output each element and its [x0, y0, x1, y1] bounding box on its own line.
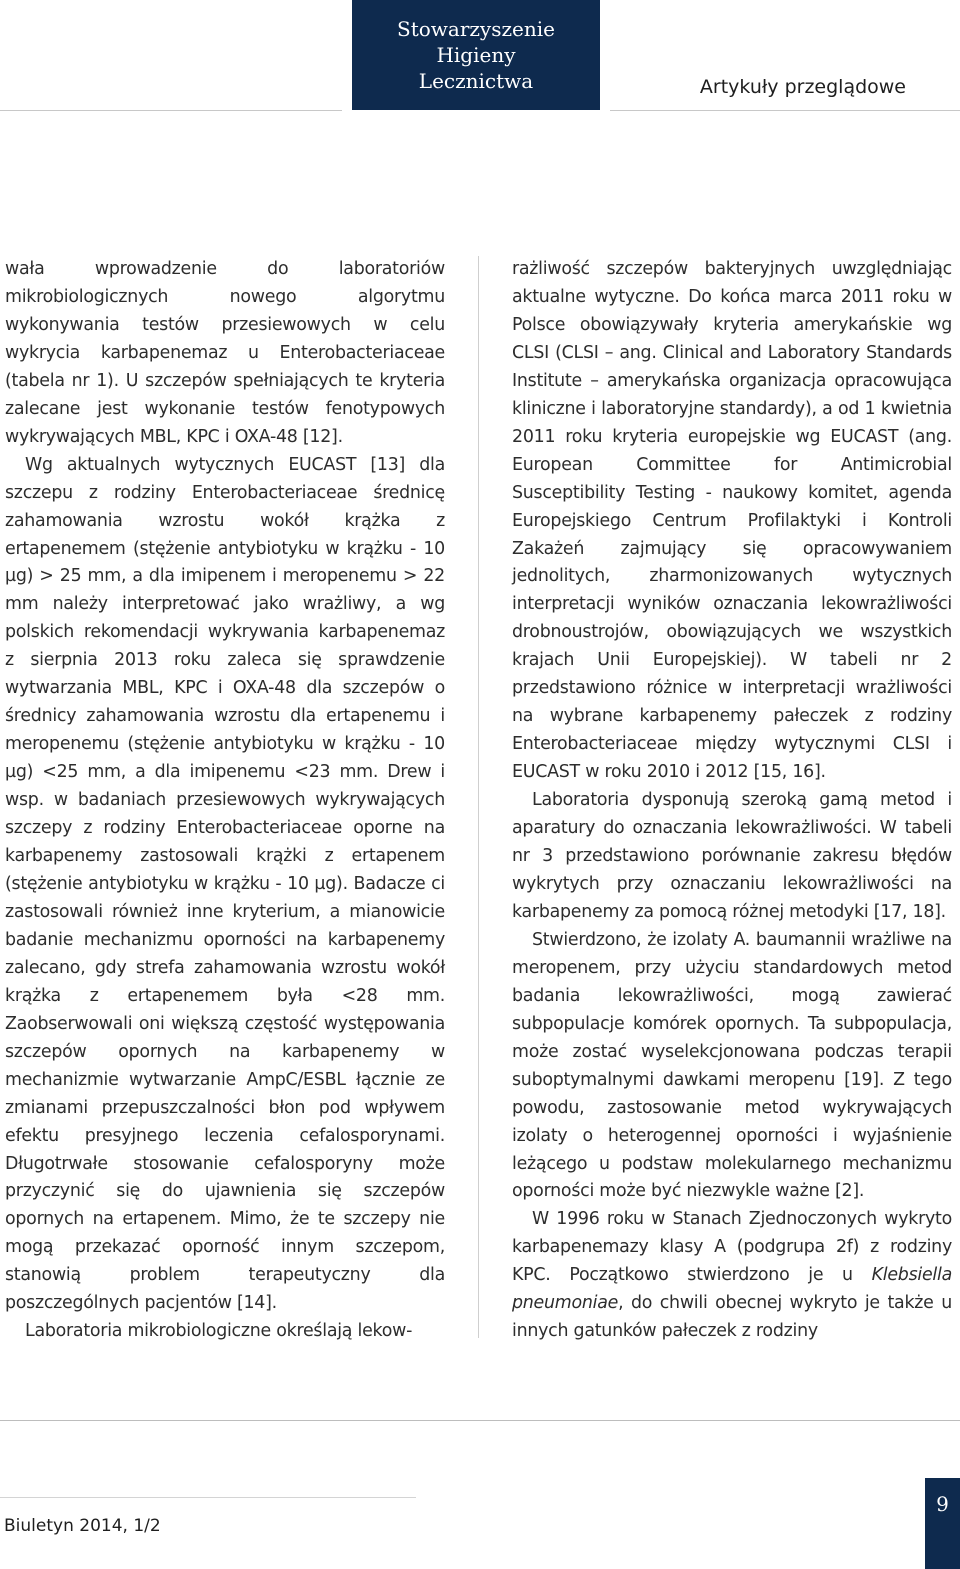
text-run: , do chwili obecnej wykryto je także u innych gatunków pałeczek z rodziny: [512, 1293, 952, 1342]
text-run: rażliwość szczepów bakteryjnych uwzględniając aktualne wytyczne. Do końca marca 2011 roku w Polsce obowiązywały kryteria amerykańskie wg CLSI (CLSI – ang. Clinical and Laboratory Standards Institute – amerykańska organizacja opracowująca kliniczne i laboratoryjne standardy), a od 1 kwietnia 2011 roku kryteria europejskie wg EUCAST (ang. European Committee for Antimicrobial Susceptibility Testing - naukowy komitet, agenda Europejskiego Centrum Profilaktyki i Kontroli Zakażeń zajmujący się opracowywaniem jednolitych, zharmonizowanych wytycznych interpretacji wyników oznaczania lekowrażliwości drobnoustrojów, obowiązujących we wszystkich krajach Unii Europejskiej). W tabeli nr 2 przedstawiono różnice w interpretacji wrażliwości na wybrane karbapenemy pałeczek z rodziny Enterobacteriaceae między wytycznymi CLSI i EUCAST w roku 2010 i 2012 [15, 16].: [512, 259, 952, 783]
paragraph: [512, 787, 952, 927]
society-logo: [352, 0, 600, 110]
column-divider: [478, 256, 479, 1338]
header-rule-left: [0, 110, 342, 111]
header-rule-right: [610, 110, 960, 111]
paragraph: [5, 1318, 445, 1346]
footer-rule-short: [0, 1497, 416, 1498]
text-run: Laboratoria mikrobiologiczne określają lekow-: [25, 1321, 413, 1342]
logo-line-3: Lecznictwa: [418, 69, 534, 93]
paragraph: [512, 927, 952, 1207]
page-number-text: 9: [936, 1492, 949, 1516]
right-column: [512, 256, 952, 1346]
text-run: Laboratoria dysponują szeroką gamą metod i aparatury do oznaczania lekowrażliwości. W tabeli nr 3 przedstawiono porównanie zakresu błędów wykrytych przy oznaczaniu lekowrażliwości na karbapenemy za pomocą różnej metodyki [17, 18].: [512, 790, 952, 922]
text-run: W 1996 roku w Stanach Zjednoczonych wykryto karbapenemazy klasy A (podgrupa 2f) z rodziny KPC. Początkowo stwierdzono je u: [512, 1209, 952, 1286]
paragraph: [5, 452, 445, 1319]
section-title: Artykuły przeglądowe: [699, 76, 906, 98]
paragraph: [5, 256, 445, 452]
paragraph: [512, 256, 952, 787]
text-run: wała wprowadzenie do laboratoriów mikrobiologicznych nowego algorytmu wykonywania testów przesiewowych w celu wykrycia karbapenemaz u Enterobacteriaceae (tabela nr 1). U szczepów spełniających te kryteria zalecane jest wykonanie testów fenotypowych wykrywających MBL, KPC i OXA-48 [12].: [5, 259, 445, 447]
paragraph: [512, 1206, 952, 1346]
footer-rule: [0, 1420, 960, 1421]
italic-text: Klebsiella pneumoniae: [512, 1265, 952, 1314]
left-column: [5, 256, 445, 1346]
logo-line-2: Higieny: [436, 43, 516, 67]
logo-line-1: Stowarzyszenie: [397, 17, 555, 41]
page-number: [925, 1478, 960, 1569]
text-run: Stwierdzono, że izolaty A. baumannii wrażliwe na meropenem, przy użyciu standardowych metod badania lekowrażliwości, mogą zawierać subpopulacje komórek opornych. Ta subpopulacja, może zostać wyselekcjonowana podczas terapii suboptymalnymi dawkami meropenu [19]. Z tego powodu, zastosowanie metod wykrywających izolaty o heterogennej oporności i wyjaśnienie leżącego u podstaw molekularnego mechanizmu oporności może być niezwykle ważne [2].: [512, 929, 952, 1202]
journal-issue: Biuletyn 2014, 1/2: [4, 1516, 161, 1536]
text-run: Wg aktualnych wytycznych EUCAST [13] dla szczepu z rodziny Enterobacteriaceae średnicę zahamowania wzrostu wokół krążka z ertapenemem (stężenie antybiotyku w krążku - 10 µg) > 25 mm, a dla imipenem i meropenemu > 22 mm należy interpretować jako wrażliwy, a wg polskich rekomendacji wykrywania karbapenemaz z sierpnia 2013 roku zaleca się sprawdzenie wytwarzania MBL, KPC i OXA-48 dla szczepów o średnicy zahamowania wzrostu dla ertapenemu i meropenemu (stężenie antybiotyku w krążku - 10 µg) <25 mm, a dla imipenemu <23 mm. Drew i wsp. w badaniach przesiewowych wykrywających szczepy z rodziny Enterobacteriaceae oporne na karbapenemy zastosowali krążki z ertapenem (stężenie antybiotyku w krążku - 10 µg). Badacze ci zastosowali również inne kryterium, a mianowicie badanie mechanizmu oporności na karbapenemy zalecano, gdy strefa zahamowania wzrostu wokół krążka z ertapenemem była <28 mm. Zaobserwowali oni większą częstość występowania szczepów opornych na karbapenemy w mechanizmie wytwarzanie AmpC/ESBL łącznie ze zmianami przepuszczalności błon pod wpływem efektu presyjnego leczenia cefalosporynami. Długotrwałe stosowanie cefalosporyny może przyczynić się do ujawnienia się szczepów opornych na ertapenem. Mimo, że te szczepy nie mogą przekazać oporność innym szczepom, stanowią problem terapeutyczny dla poszczególnych pacjentów [14].: [5, 454, 445, 1314]
